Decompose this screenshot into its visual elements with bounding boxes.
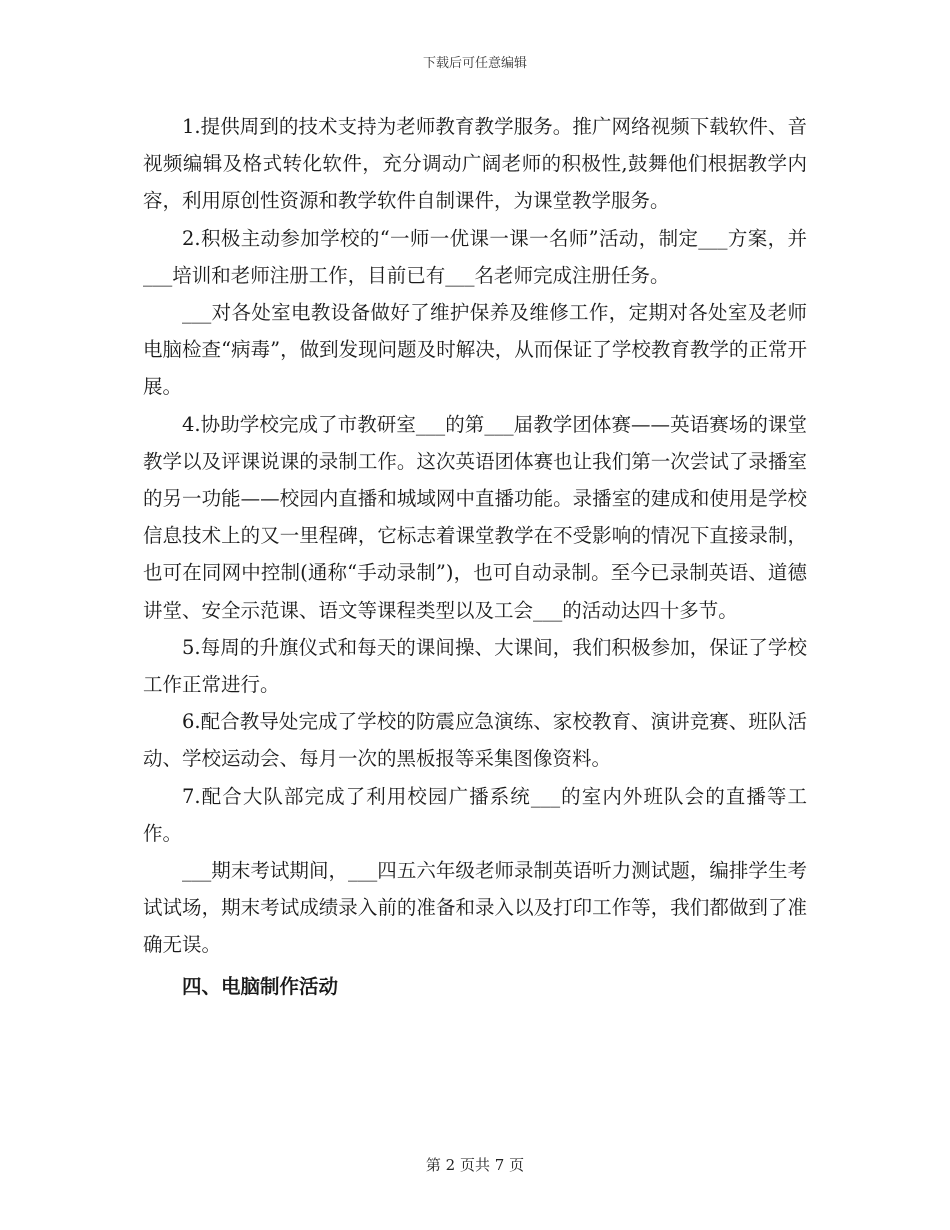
page-footer: 第 2 页共 7 页 <box>425 1156 525 1174</box>
paragraph-7: 7.配合大队部完成了利用校园广播系统___的室内外班队会的直播等工作。 <box>143 784 807 845</box>
paragraph-1: 1.提供周到的技术支持为老师教育教学服务。推广网络视频下载软件、音视频编辑及格式转化软件，充分调动广阔老师的积极性,鼓舞他们根据教学内容，利用原创性资源和教学软件自制课件，为课堂教学服务。 <box>143 115 807 213</box>
section-heading: 四、电脑制作活动 <box>182 974 339 998</box>
paragraph-4: 4.协助学校完成了市教研室___的第___届教学团体赛——英语赛场的课堂教学以及评课说课的录制工作。这次英语团体赛也让我们第一次尝试了录播室的另一功能——校园内直播和城域网中直播功能。录播室的建成和使用是学校信息技术上的又一里程碑，它标志着课堂教学在不受影响的情况下直接录制，也可在同网中控制(通称“手动录制”)，也可自动录制。至今已录制英语、道德讲堂、安全示范课、语文等课程类型以及工会___的活动达四十多节。 <box>143 412 807 622</box>
paragraph-8: ___期末考试期间，___四五六年级老师录制英语听力测试题，编排学生考试试场，期末考试成绩录入前的准备和录入以及打印工作等，我们都做到了准确无误。 <box>143 859 807 957</box>
document-body <box>143 108 807 1005</box>
paragraph-2: 2.积极主动参加学校的“一师一优课一课一名师”活动，制定___方案，并___培训和老师注册工作，目前已有___名老师完成注册任务。 <box>143 226 807 287</box>
paragraph-3: ___对各处室电教设备做好了维护保养及维修工作，定期对各处室及老师电脑检查“病毒”，做到发现问题及时解决，从而保证了学校教育教学的正常开展。 <box>143 301 807 399</box>
page-header: 下载后可任意编辑 <box>422 56 527 71</box>
paragraph-6: 6.配合教导处完成了学校的防震应急演练、家校教育、演讲竞赛、班队活动、学校运动会、每月一次的黑板报等采集图像资料。 <box>143 710 807 771</box>
paragraph-5: 5.每周的升旗仪式和每天的课间操、大课间，我们积极参加，保证了学校工作正常进行。 <box>143 635 807 697</box>
